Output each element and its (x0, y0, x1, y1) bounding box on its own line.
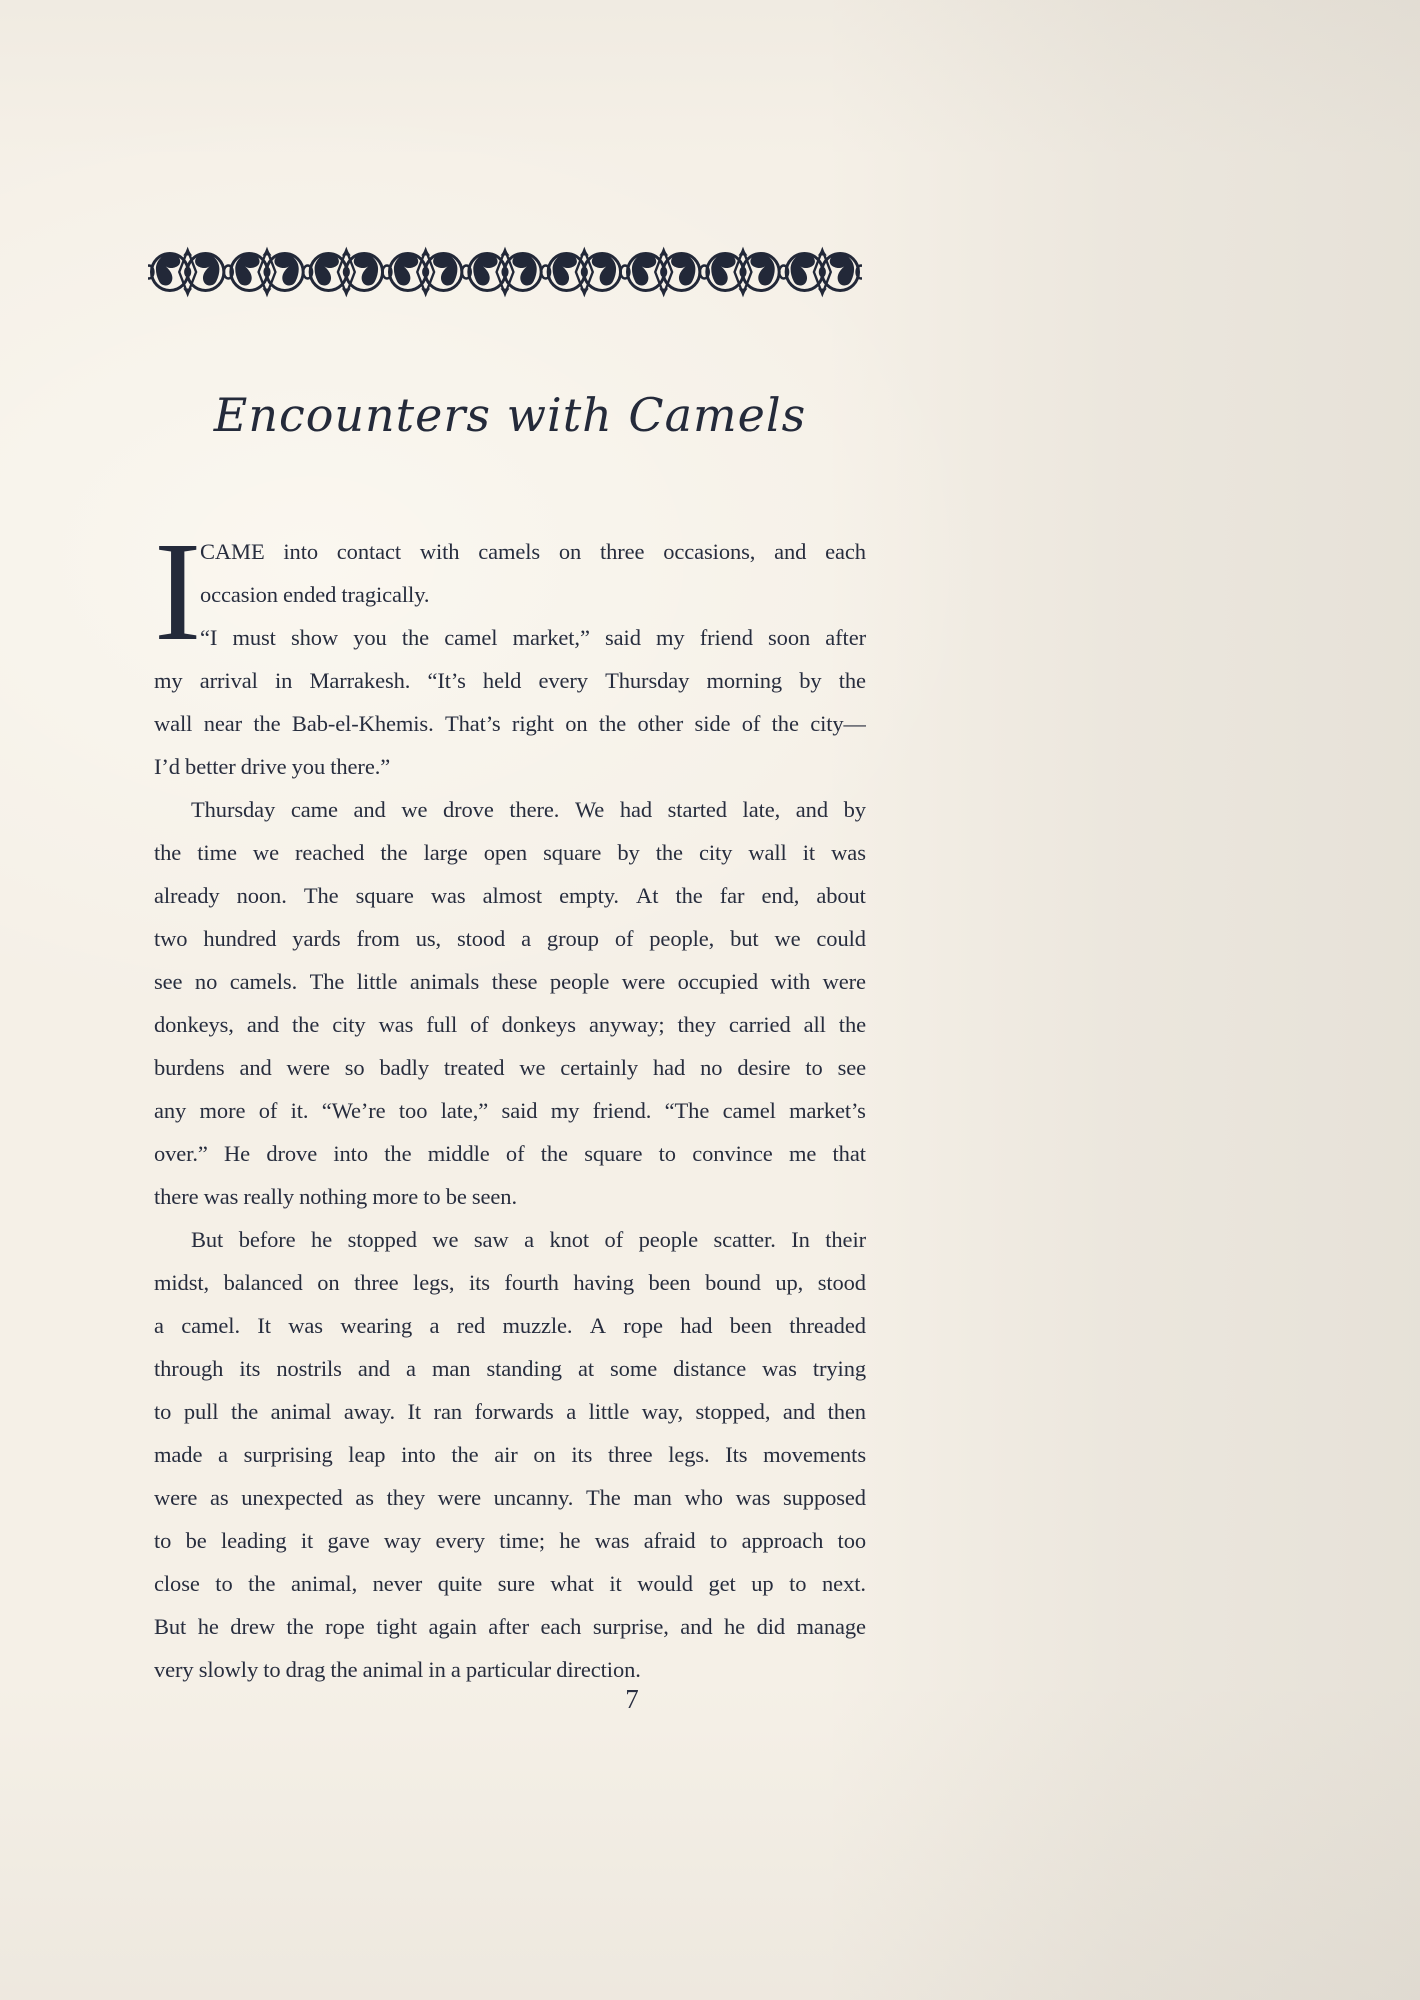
foliate-border-ornament (148, 246, 862, 298)
drop-cap: I (154, 512, 202, 670)
page-number: 7 (625, 1684, 639, 1714)
chapter-title: Encounters with Camels (213, 388, 807, 442)
paragraph-3: Thursday came and we drove there. We had started late, and by the time we reached the large open square by the city wall it was already noon. The square was almost empty. At the far end, about two hundred yards from us, stood a group of people, but we could see no camels. The little animals these people were occupied with were donkeys, and the city was full of donkeys anyway; they carried all the burdens and were so badly treated we certainly had no desire to see any more of it. “We’re too late,” said my friend. “The camel market’s over.” He drove into the middle of the square to convince me that there was really nothing more to be seen. (154, 797, 866, 1209)
body-text (154, 512, 866, 1691)
paragraph-1: I CAME into contact with camels on three occasions, and each occasion ended tragically. (154, 512, 866, 670)
paragraph-2: “I must show you the camel market,” said my friend soon after my arrival in Marrakesh. “It’s held every Thursday morning by the wall near the Bab-el-Khemis. That’s right on the other side of the city— I’d better drive you there.” (154, 625, 866, 779)
paragraph-4: But before he stopped we saw a knot of people scatter. In their midst, balanced on three legs, its fourth having been bound up, stood a camel. It was wearing a red muzzle. A rope had been threaded through its nostrils and a man standing at some distance was trying to pull the animal away. It ran forwards a little way, stopped, and then made a surprising leap into the air on its three legs. Its movements were as unexpected as they were uncanny. The man who was supposed to be leading it gave way every time; he was afraid to approach too close to the animal, never quite sure what it would get up to next. But he drew the rope tight again after each surprise, and he did manage very slowly to drag the animal in a particular direction. (154, 1227, 866, 1682)
